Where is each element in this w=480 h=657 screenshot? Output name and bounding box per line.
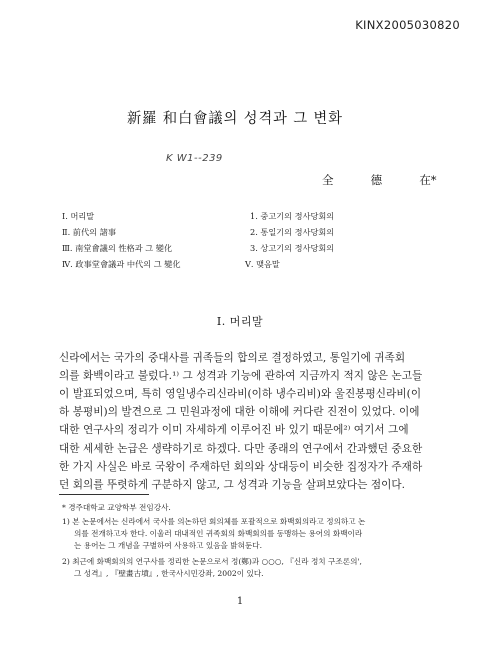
section-heading: Ⅰ. 머리말 [216, 315, 264, 328]
toc-item: Ⅱ. 前代의 諸事 [62, 227, 117, 237]
body-line: 이 발표되었으며, 특히 영일냉수리신라비(이하 냉수리비)와 울진봉평신라비(이 [59, 388, 422, 400]
footnote-line: * 경주대학교 교양학부 전임강사. [62, 503, 171, 512]
body-line: 의를 화백이라고 불렀다.¹⁾ 그 성격과 기능에 관하여 지금까지 적지 않은 논고들 [59, 370, 423, 382]
toc-item: 3. 상고기의 정사당회의 [250, 243, 335, 253]
toc-item: 2. 통일기의 정사당회의 [250, 227, 335, 237]
page-number: 1 [236, 596, 244, 607]
footnote-line: 그 성격』, 『壁畫古墳』, 한국사시민강좌, 2002이 있다. [74, 569, 264, 578]
paper-title: 新羅 和白會議의 성격과 그 변화 [127, 111, 343, 127]
body-line: 하 봉평비)의 발견으로 그 민원과정에 대한 이해에 커다란 진전이 있었다. 이에 [59, 406, 420, 418]
footnote-divider [59, 494, 149, 495]
footnote-line: 의를 전개하고자 한다. 이울러 대내적인 귀족회의 화백회의를 동맹하는 용어의 화백이라 [74, 529, 363, 538]
document-id: KINX2005030820 [355, 18, 460, 32]
author-char: 在* [419, 173, 437, 187]
body-line: 대한 세세한 논급은 생략하기로 하겠다. 다만 종래의 연구에서 간과했던 중요한 [59, 443, 423, 455]
toc-item: Ⅲ. 南堂會議의 性格과 그 變化 [62, 243, 173, 253]
author-name [322, 172, 464, 188]
toc-item: Ⅰ. 머리말 [62, 211, 95, 221]
body-line: 신라에서는 국가의 중대사를 귀족들의 합의로 결정하였고, 통일기에 귀족회 [59, 352, 406, 364]
footnote-line: 2) 최근에 화백회의의 연구사를 정리한 논문으로서 정(鄭)과 ○○○, 『신라 정치 구조론의', [62, 557, 362, 566]
footnote-line: 1) 본 논문에서는 신라에서 국사를 의논하던 회의체를 포괄적으로 화백회의라고 정의하고 논 [62, 517, 366, 526]
body-line: 한 가지 사실은 바로 국왕이 주재하던 회의와 상대등이 비슷한 집정자가 주재하 [59, 461, 423, 473]
toc-item: Ⅴ. 맺음말 [245, 259, 280, 269]
author-char: 全 [322, 173, 334, 187]
author-char: 德 [370, 173, 383, 187]
toc-item: Ⅳ. 政事堂會議과 中代의 그 變化 [62, 259, 181, 269]
toc-item: 1. 중고기의 정사당회의 [250, 211, 335, 221]
handwritten-note: K W1--239 [166, 153, 223, 164]
footnote-line: 는 용어는 그 개념을 구별하여 사용하고 있음을 밝혀둔다. [74, 541, 263, 550]
body-line: 대한 연구사의 정리가 이미 자세하게 이루어진 바 있기 때문에²⁾ 여기서 그에 [59, 424, 409, 436]
body-line: 던 회의를 뚜렷하게 구분하지 않고, 그 성격과 기능을 살펴보았다는 점이다. [59, 479, 406, 491]
